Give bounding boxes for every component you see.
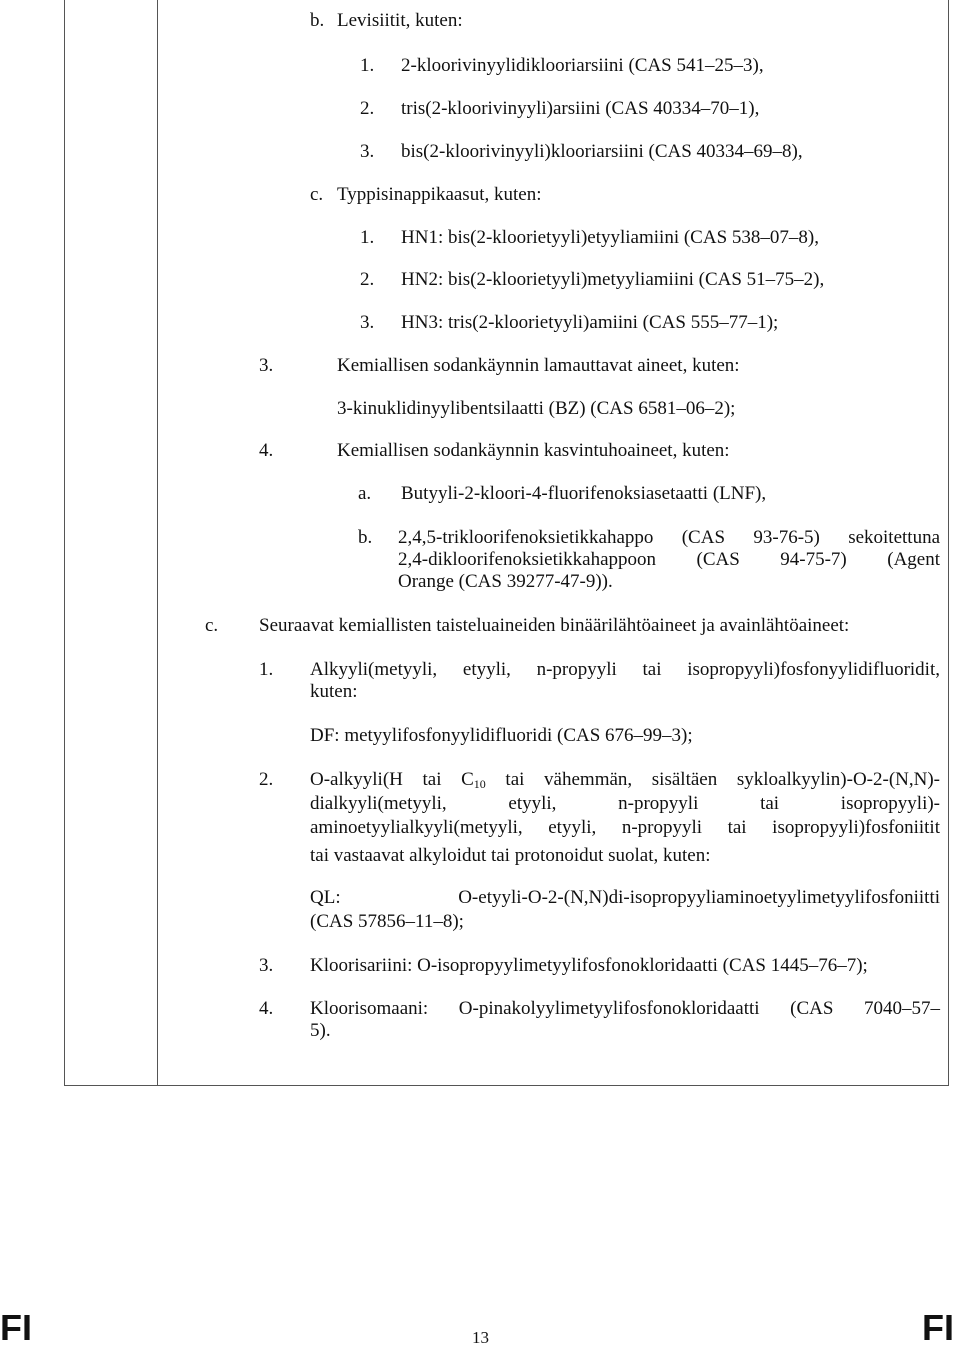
column-divider <box>157 0 158 1086</box>
part-c-item-2-num: 2. <box>259 769 274 790</box>
item-4b-label: b. <box>358 527 373 548</box>
item-3-num: 3. <box>259 355 274 376</box>
footer-language-mark-right: FI <box>922 1307 954 1348</box>
section-b-title: Levisiitit, kuten: <box>337 10 463 31</box>
part-c-item-1-line-1: Alkyyli(metyyli, etyyli, n-propyyli tai isopropyyli)fosfonyylidifluoridit, <box>310 659 940 680</box>
part-c-item-2-line-1 <box>310 769 940 791</box>
item-4-title: Kemiallisen sodankäynnin kasvintuhoaineet, kuten: <box>337 440 730 461</box>
section-b-item-1-text: 2-kloorivinyylidiklooriarsiini (CAS 541–25–3), <box>401 55 764 76</box>
item-4a-label: a. <box>358 483 372 504</box>
page-number: 13 <box>472 1328 489 1347</box>
section-b-label: b. <box>310 10 325 31</box>
part-c-item-1-detail: DF: metyylifosfonyylidifluoridi (CAS 676–99–3); <box>310 725 693 746</box>
part-c-title: Seuraavat kemiallisten taisteluaineiden binäärilähtöaineet ja avainlähtöaineet: <box>259 615 850 636</box>
footer-language-mark-left: FI <box>0 1307 32 1348</box>
section-c-item-2-text: HN2: bis(2-kloorietyyli)metyyliamiini (CAS 51–75–2), <box>401 269 825 290</box>
item-3-title: Kemiallisen sodankäynnin lamauttavat aineet, kuten: <box>337 355 740 376</box>
item-4b-line-1: 2,4,5-trikloorifenoksietikkahappo (CAS 93-76-5) sekoitettuna <box>398 527 940 548</box>
section-b-item-3-text: bis(2-kloorivinyyli)klooriarsiini (CAS 40334–69–8), <box>401 141 803 162</box>
item-4b-line-3: Orange (CAS 39277-47-9)). <box>398 571 613 592</box>
part-c-item-1-line-2: kuten: <box>310 681 358 702</box>
part-c-item-3-text: Kloorisariini: O-isopropyylimetyylifosfonokloridaatti (CAS 1445–76–7); <box>310 955 868 976</box>
section-c-item-1-text: HN1: bis(2-kloorietyyli)etyyliamiini (CAS 538–07–8), <box>401 227 819 248</box>
section-b-item-3-num: 3. <box>360 141 375 162</box>
item-4b-line-2: 2,4-dikloorifenoksietikkahappoon (CAS 94-75-7) (Agent <box>398 549 940 570</box>
part-c-item-2-detail-2: (CAS 57856–11–8); <box>310 911 464 932</box>
part-c-item-2-line-1-pre: O-alkyyli(H tai C <box>310 769 474 790</box>
part-c-item-2-line-3: aminoetyylialkyyli(metyyli, etyyli, n-propyyli tai isopropyyli)fosfoniitit <box>310 817 940 838</box>
section-c-item-2-num: 2. <box>360 269 375 290</box>
item-4-num: 4. <box>259 440 274 461</box>
section-c-title: Typpisinappikaasut, kuten: <box>337 184 542 205</box>
section-b-item-1-num: 1. <box>360 55 375 76</box>
part-c-item-4-line-1: Kloorisomaani: O-pinakolyylimetyylifosfonokloridaatti (CAS 7040–57– <box>310 998 940 1019</box>
part-c-item-3-num: 3. <box>259 955 274 976</box>
part-c-item-2-line-4: tai vastaavat alkyloidut tai protonoidut suolat, kuten: <box>310 845 711 866</box>
part-c-label: c. <box>205 615 219 636</box>
part-c-item-1-num: 1. <box>259 659 274 680</box>
part-c-item-2-detail-1: QL: O-etyyli-O-2-(N,N)di-isopropyyliaminoetyylimetyylifosfoniitti <box>310 887 940 908</box>
section-c-label: c. <box>310 184 324 205</box>
part-c-item-2-line-1-post: tai vähemmän, sisältäen sykloalkyylin)-O-2-(N,N)- <box>485 769 940 790</box>
part-c-item-4-num: 4. <box>259 998 274 1019</box>
part-c-item-2-line-1-sub: 10 <box>473 777 486 791</box>
part-c-item-4-line-2: 5). <box>310 1020 331 1041</box>
section-c-item-3-text: HN3: tris(2-kloorietyyli)amiini (CAS 555–77–1); <box>401 312 779 333</box>
section-c-item-1-num: 1. <box>360 227 375 248</box>
item-4a-text: Butyyli-2-kloori-4-fluorifenoksiasetaatti (LNF), <box>401 483 767 504</box>
section-c-item-3-num: 3. <box>360 312 375 333</box>
item-3-detail: 3-kinuklidinyylibentsilaatti (BZ) (CAS 6581–06–2); <box>337 398 736 419</box>
part-c-item-2-line-2: dialkyyli(metyyli, etyyli, n-propyyli tai isopropyyli)- <box>310 793 940 814</box>
section-b-item-2-num: 2. <box>360 98 375 119</box>
section-b-item-2-text: tris(2-kloorivinyyli)arsiini (CAS 40334–70–1), <box>401 98 760 119</box>
